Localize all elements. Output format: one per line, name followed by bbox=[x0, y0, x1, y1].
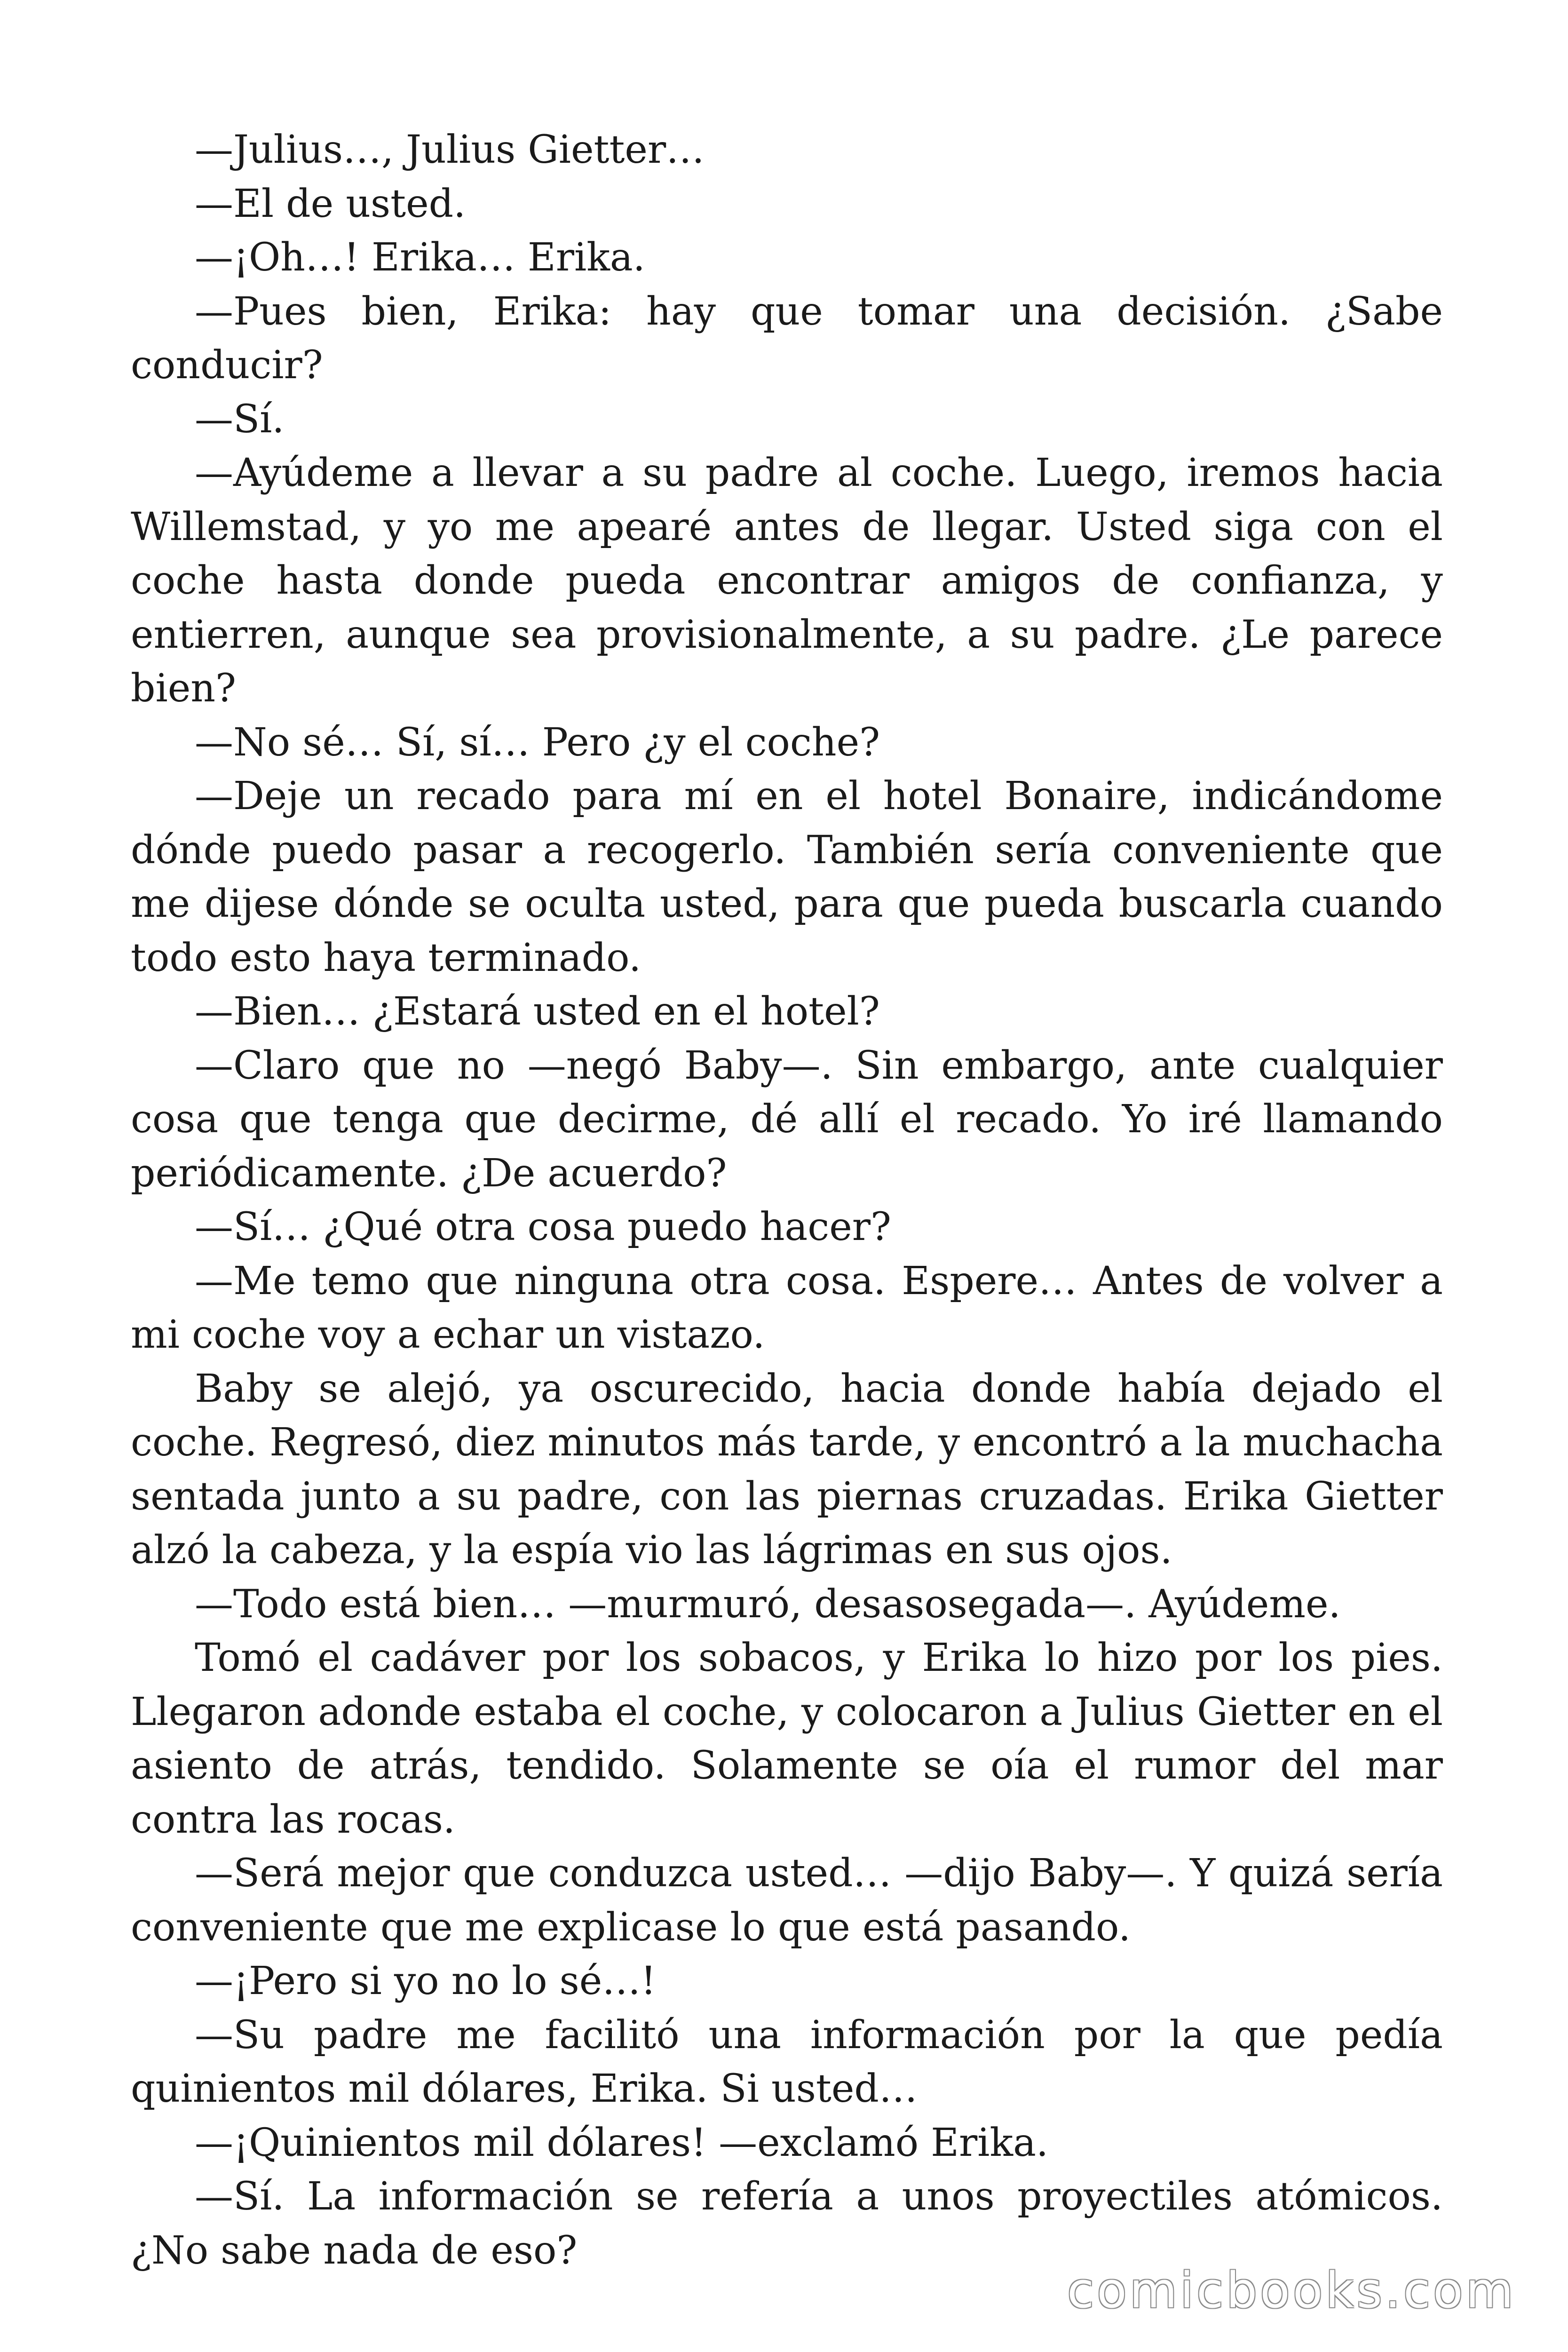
paragraph: —Bien… ¿Estará usted en el hotel? bbox=[195, 989, 880, 1034]
paragraph: —Julius…, Julius Gietter… bbox=[195, 127, 705, 172]
watermark: comicbooks.com bbox=[1067, 2262, 1516, 2319]
paragraph: —Me temo que ninguna otra cosa. Espere… Antes de volver a mi coche voy a echar un vistazo. bbox=[131, 1258, 1443, 1357]
paragraph: —Sí. bbox=[195, 397, 285, 442]
paragraph: —Su padre me facilitó una información por la que pedía quinientos mil dólares, Erika. Si usted… bbox=[131, 2012, 1443, 2111]
body-text bbox=[131, 123, 1443, 2278]
paragraph: —Pues bien, Erika: hay que tomar una decisión. ¿Sabe conducir? bbox=[131, 289, 1443, 388]
paragraph: —Claro que no —negó Baby—. Sin embargo, ante cualquier cosa que tenga que decirme, dé allí el recado. Yo iré llamando periódicamente. ¿De acuerdo? bbox=[131, 1043, 1443, 1196]
paragraph: —¡Pero si yo no lo sé…! bbox=[195, 1959, 657, 2003]
paragraph: —Será mejor que conduzca usted… —dijo Baby—. Y quizá sería conveniente que me explicase lo que está pasando. bbox=[131, 1851, 1443, 1950]
paragraph: —Ayúdeme a llevar a su padre al coche. Luego, iremos hacia Willemstad, y yo me apearé antes de llegar. Usted siga con el coche hasta donde pueda encontrar amigos de confianza, y entierren, aunque sea provisionalmente, a su padre. ¿Le parece bien? bbox=[131, 451, 1443, 711]
paragraph: —Todo está bien… —murmuró, desasosegada—. Ayúdeme. bbox=[195, 1581, 1341, 1627]
paragraph: —Sí. La información se refería a unos proyectiles atómicos. ¿No sabe nada de eso? bbox=[131, 2174, 1443, 2273]
paragraph: Baby se alejó, ya oscurecido, hacia donde había dejado el coche. Regresó, diez minutos más tarde, y encontró a la muchacha sentada junto a su padre, con las piernas cruzadas. Erika Gietter alzó la cabeza, y la espía vio las lágrimas en sus ojos. bbox=[131, 1366, 1443, 1573]
paragraph: —El de usted. bbox=[195, 181, 466, 226]
paragraph: —¡Quinientos mil dólares! —exclamó Erika. bbox=[195, 2120, 1049, 2165]
paragraph: —No sé… Sí, sí… Pero ¿y el coche? bbox=[195, 720, 880, 765]
paragraph: —Deje un recado para mí en el hotel Bonaire, indicándome dónde puedo pasar a recogerlo. También sería conveniente que me dijese dónde se oculta usted, para que pueda buscarla cuando todo esto haya terminado. bbox=[131, 774, 1443, 980]
paragraph: —¡Oh…! Erika… Erika. bbox=[195, 235, 645, 280]
paragraph: —Sí… ¿Qué otra cosa puedo hacer? bbox=[195, 1205, 891, 1249]
paragraph: Tomó el cadáver por los sobacos, y Erika lo hizo por los pies. Llegaron adonde estaba el coche, y colocaron a Julius Gietter en el asiento de atrás, tendido. Solamente se oía el rumor del mar contra las rocas. bbox=[131, 1636, 1443, 1842]
